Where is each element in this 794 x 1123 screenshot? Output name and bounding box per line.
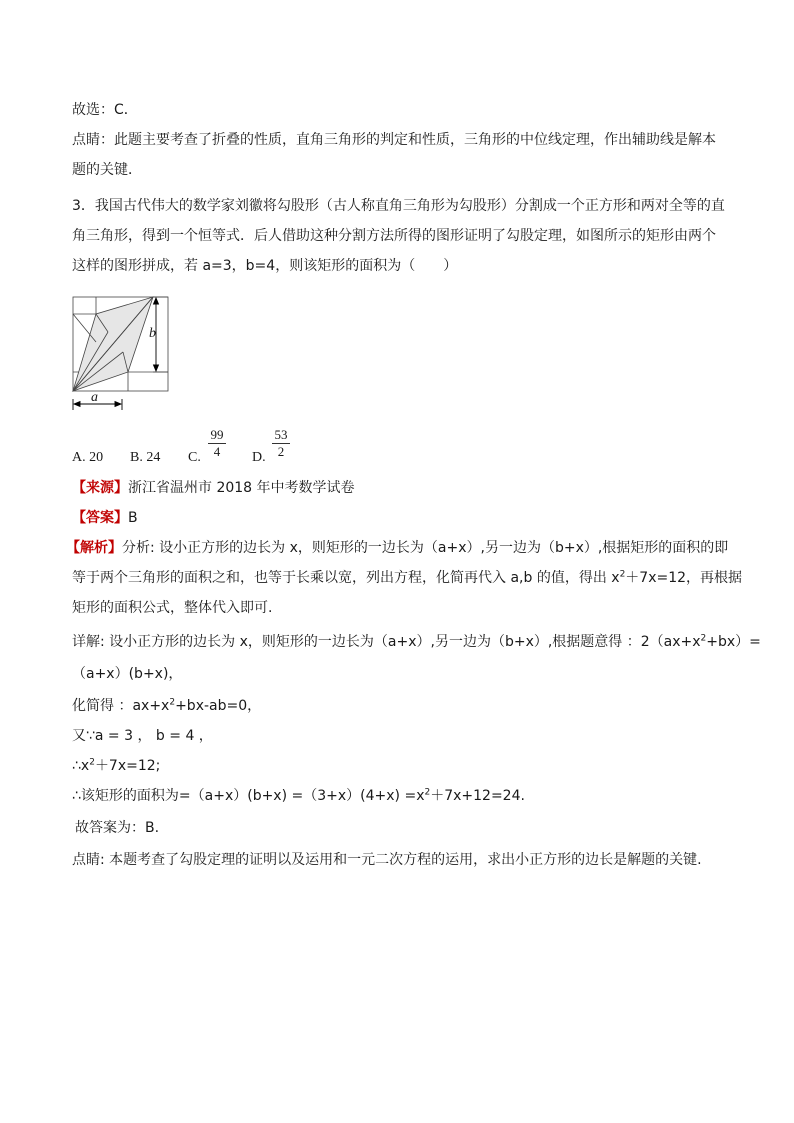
analysis-text2: 等于两个三角形的面积之和，也等于长乘以宽，列出方程，化简再代入 a,b 的值，得出 x [72, 570, 620, 586]
detail-line5 [72, 756, 160, 776]
superscript-2: 2 [700, 633, 707, 644]
answer-line [72, 508, 138, 528]
detail-line1 [72, 632, 761, 652]
superscript-2: 2 [619, 569, 626, 580]
detail-text3b: +bx-ab=0， [175, 698, 262, 714]
superscript-2: 2 [169, 697, 176, 708]
detail-text5b: ＋7x=12; [94, 758, 161, 774]
superscript-2: 2 [424, 787, 431, 798]
detail-line2: （a+x）(b+x)， [72, 666, 183, 682]
analysis-line2 [72, 568, 742, 588]
figure-label-b: b [149, 326, 156, 341]
option-d-denominator: 2 [277, 444, 285, 459]
analysis-line1 [66, 538, 728, 558]
detail-text3a: 化简得 ：ax+x [72, 698, 170, 714]
previous-comment-line1: 点睛：此题主要考查了折叠的性质，直角三角形的判定和性质，三角形的中位线定理，作出辅助线是解本 [72, 132, 716, 148]
detail-text1: 详解: 设小正方形的边长为 x，则矩形的一边长为（a+x）,另一边为（b+x）,根据题意得 ：2（ax+x [72, 634, 701, 650]
answer-text: B [128, 510, 138, 526]
option-d-label: D. [252, 450, 266, 465]
detail-text6b: ＋7x+12=24. [430, 788, 525, 804]
analysis-text1: 分析: 设小正方形的边长为 x，则矩形的一边长为（a+x）,另一边为（b+x）,根据矩形的面积的即 [122, 540, 729, 556]
previous-choice: 故选：C． [72, 102, 138, 118]
source-line [72, 478, 355, 498]
question-line1: 3．我国古代伟大的数学家刘徽将勾股形（古人称直角三角形为勾股形）分割成一个正方形和两对全等的直 [72, 198, 725, 214]
previous-comment-line2: 题的关键． [72, 162, 142, 178]
source-text: 浙江省温州市 2018 年中考数学试卷 [128, 480, 355, 496]
option-d-fraction [272, 427, 290, 460]
option-c-fraction [208, 427, 226, 460]
option-c-numerator: 99 [208, 427, 226, 444]
detail-line7: 故答案为：B. [75, 820, 160, 836]
detail-text6a: ∴该矩形的面积为=（a+x）(b+x) =（3+x）(4+x) =x [72, 788, 425, 804]
detail-text5a: ∴x [72, 758, 90, 774]
option-c-label: C. [188, 450, 201, 465]
option-b: B. 24 [130, 450, 161, 465]
answer-tag: 【答案】 [72, 510, 128, 526]
analysis-text2-tail: ＋7x=12，再根据 [625, 570, 743, 586]
geometry-figure [68, 292, 178, 412]
analysis-tag: 【解析】 [66, 540, 122, 556]
superscript-2: 2 [89, 757, 95, 768]
detail-line3 [72, 696, 261, 716]
option-d-numerator: 53 [272, 427, 290, 444]
analysis-line3: 矩形的面积公式，整体代入即可. [72, 600, 273, 616]
detail-line4: 又∵a = 3 ， b = 4 ， [72, 728, 213, 744]
detail-text1-tail: +bx）= [706, 634, 761, 650]
question-line3: 这样的图形拼成，若 a=3，b=4，则该矩形的面积为（ ） [72, 258, 458, 274]
figure-label-a: a [91, 390, 98, 405]
note-line: 点睛: 本题考查了勾股定理的证明以及运用和一元二次方程的运用，求出小正方形的边长是解题的关键. [72, 852, 702, 868]
option-a: A. 20 [72, 450, 104, 465]
source-tag: 【来源】 [72, 480, 128, 496]
option-c-denominator: 4 [213, 444, 221, 459]
detail-line6 [72, 786, 525, 806]
question-line2: 角三角形，得到一个恒等式．后人借助这种分割方法所得的图形证明了勾股定理，如图所示的矩形由两个 [72, 228, 716, 244]
